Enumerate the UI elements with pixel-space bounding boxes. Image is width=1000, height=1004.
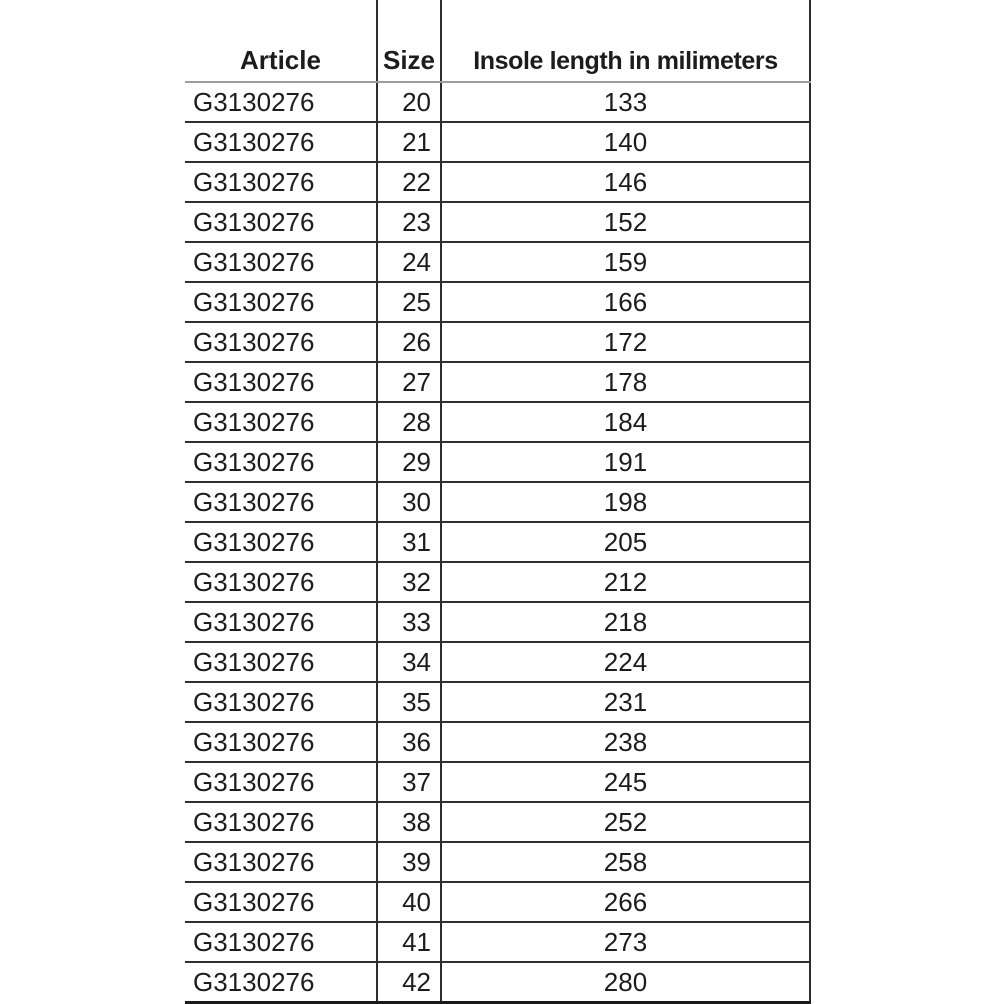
size-cell: 32 [377,562,441,602]
table-row [185,442,810,482]
insole-length-cell: 212 [441,562,810,602]
article-cell: G3130276 [185,522,377,562]
size-cell: 22 [377,162,441,202]
table-row [185,282,810,322]
article-cell: G3130276 [185,802,377,842]
insole-length-cell: 152 [441,202,810,242]
column-header-article: Article [185,0,377,82]
table-header [185,0,810,82]
size-cell: 27 [377,362,441,402]
article-cell: G3130276 [185,282,377,322]
insole-length-cell: 218 [441,602,810,642]
insole-length-cell: 205 [441,522,810,562]
insole-length-cell: 133 [441,82,810,122]
insole-length-cell: 266 [441,882,810,922]
column-header-insole-length: Insole length in milimeters [441,0,810,82]
article-cell: G3130276 [185,242,377,282]
article-cell: G3130276 [185,682,377,722]
table-row [185,882,810,922]
insole-length-cell: 258 [441,842,810,882]
size-chart-table [185,0,811,1004]
article-cell: G3130276 [185,202,377,242]
table-row [185,922,810,962]
table-row [185,802,810,842]
article-cell: G3130276 [185,722,377,762]
size-cell: 20 [377,82,441,122]
table-row [185,242,810,282]
article-cell: G3130276 [185,122,377,162]
article-cell: G3130276 [185,602,377,642]
insole-length-cell: 172 [441,322,810,362]
insole-length-cell: 178 [441,362,810,402]
table-row [185,722,810,762]
size-cell: 24 [377,242,441,282]
size-cell: 33 [377,602,441,642]
table-row [185,402,810,442]
insole-length-cell: 191 [441,442,810,482]
size-cell: 34 [377,642,441,682]
article-cell: G3130276 [185,562,377,602]
size-cell: 21 [377,122,441,162]
table-row [185,202,810,242]
size-cell: 31 [377,522,441,562]
insole-length-cell: 224 [441,642,810,682]
size-cell: 26 [377,322,441,362]
insole-length-cell: 159 [441,242,810,282]
insole-length-cell: 280 [441,962,810,1003]
column-header-size: Size [377,0,441,82]
size-cell: 35 [377,682,441,722]
table-row [185,482,810,522]
table-row [185,762,810,802]
article-cell: G3130276 [185,962,377,1003]
insole-length-cell: 252 [441,802,810,842]
article-cell: G3130276 [185,642,377,682]
article-cell: G3130276 [185,82,377,122]
size-cell: 42 [377,962,441,1003]
size-cell: 39 [377,842,441,882]
article-cell: G3130276 [185,762,377,802]
size-cell: 38 [377,802,441,842]
article-cell: G3130276 [185,322,377,362]
size-cell: 28 [377,402,441,442]
table-row [185,682,810,722]
spreadsheet-area [185,0,811,1004]
table-row [185,122,810,162]
insole-length-cell: 184 [441,402,810,442]
size-cell: 41 [377,922,441,962]
table-row [185,362,810,402]
insole-length-cell: 238 [441,722,810,762]
article-cell: G3130276 [185,482,377,522]
size-cell: 25 [377,282,441,322]
size-cell: 37 [377,762,441,802]
article-cell: G3130276 [185,442,377,482]
article-cell: G3130276 [185,842,377,882]
table-row [185,642,810,682]
insole-length-cell: 146 [441,162,810,202]
article-cell: G3130276 [185,162,377,202]
size-cell: 30 [377,482,441,522]
table-row [185,962,810,1003]
size-cell: 29 [377,442,441,482]
header-row [185,0,810,82]
insole-length-cell: 166 [441,282,810,322]
insole-length-cell: 273 [441,922,810,962]
table-row [185,162,810,202]
insole-length-cell: 198 [441,482,810,522]
insole-length-cell: 245 [441,762,810,802]
article-cell: G3130276 [185,922,377,962]
insole-length-cell: 231 [441,682,810,722]
table-row [185,562,810,602]
table-row [185,322,810,362]
table-row [185,602,810,642]
table-row [185,82,810,122]
insole-length-cell: 140 [441,122,810,162]
table-row [185,522,810,562]
article-cell: G3130276 [185,402,377,442]
table-body [185,82,810,1003]
size-cell: 36 [377,722,441,762]
article-cell: G3130276 [185,362,377,402]
size-cell: 23 [377,202,441,242]
size-cell: 40 [377,882,441,922]
article-cell: G3130276 [185,882,377,922]
table-row [185,842,810,882]
